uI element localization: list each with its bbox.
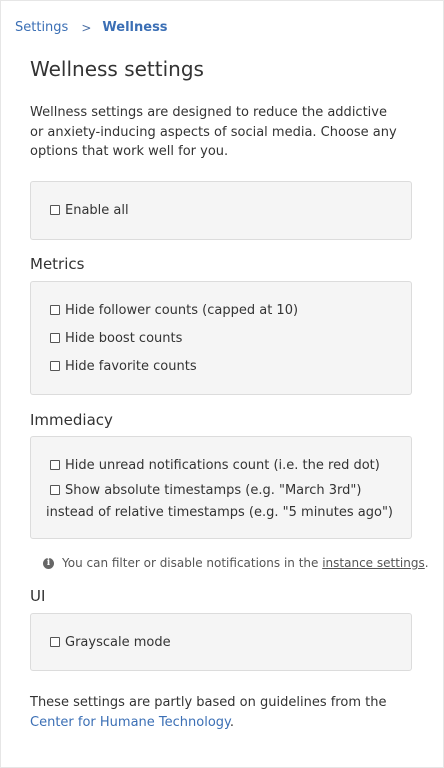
grayscale-mode-label: Grayscale mode <box>65 635 171 650</box>
footer-end: . <box>229 714 235 730</box>
hide-boost-counts-checkbox[interactable] <box>50 333 60 343</box>
absolute-timestamps-checkbox[interactable] <box>50 485 60 495</box>
ui-box <box>30 613 412 671</box>
enable-all-option[interactable] <box>46 200 401 222</box>
enable-all-label: Enable all <box>65 203 129 218</box>
immediacy-box <box>30 436 412 539</box>
hide-follower-counts-checkbox[interactable] <box>50 305 60 315</box>
hide-follower-counts-label: Hide follower counts (capped at 10) <box>65 303 299 318</box>
hide-boost-counts-option[interactable] <box>46 328 401 350</box>
page-title: Wellness settings <box>30 57 204 81</box>
immediacy-heading: Immediacy <box>30 411 113 429</box>
grayscale-mode-option[interactable] <box>46 632 401 654</box>
breadcrumb-separator: > <box>81 21 92 35</box>
breadcrumb <box>15 20 168 36</box>
hide-unread-notifications-checkbox[interactable] <box>50 460 60 470</box>
hide-favorite-counts-option[interactable] <box>46 356 401 378</box>
note-text: You can filter or disable notifications in the <box>62 556 319 570</box>
absolute-timestamps-label: Show absolute timestamps (e.g. "March 3rd") instead of relative timestamps (e.g. "5 minutes ago") <box>46 483 394 520</box>
enable-all-box <box>30 181 412 240</box>
enable-all-checkbox[interactable] <box>50 205 60 215</box>
humane-tech-link[interactable]: Center for Humane Technology <box>30 714 230 730</box>
hide-unread-notifications-label: Hide unread notifications count (i.e. the red dot) <box>65 458 380 473</box>
hide-favorite-counts-checkbox[interactable] <box>50 361 60 371</box>
note-end: . <box>424 556 429 570</box>
breadcrumb-settings-link[interactable]: Settings <box>15 20 69 35</box>
hide-follower-counts-option[interactable] <box>46 300 401 322</box>
notifications-note <box>43 554 429 572</box>
footer-text-body: These settings are partly based on guidelines from the <box>30 695 387 710</box>
footer-text <box>30 693 410 732</box>
hide-unread-notifications-option[interactable] <box>46 455 401 477</box>
info-icon: i <box>43 558 54 569</box>
ui-heading: UI <box>30 587 46 605</box>
hide-boost-counts-label: Hide boost counts <box>65 331 183 346</box>
hide-favorite-counts-label: Hide favorite counts <box>65 359 197 374</box>
absolute-timestamps-option[interactable] <box>46 480 401 524</box>
breadcrumb-current: Wellness <box>102 20 168 35</box>
metrics-box <box>30 281 412 395</box>
instance-settings-link[interactable]: instance settings <box>322 556 425 570</box>
intro-text: Wellness settings are designed to reduce the addictive or anxiety-inducing aspects of social media. Choose any options that work well for you. <box>30 105 397 159</box>
metrics-heading: Metrics <box>30 255 85 273</box>
grayscale-mode-checkbox[interactable] <box>50 637 60 647</box>
